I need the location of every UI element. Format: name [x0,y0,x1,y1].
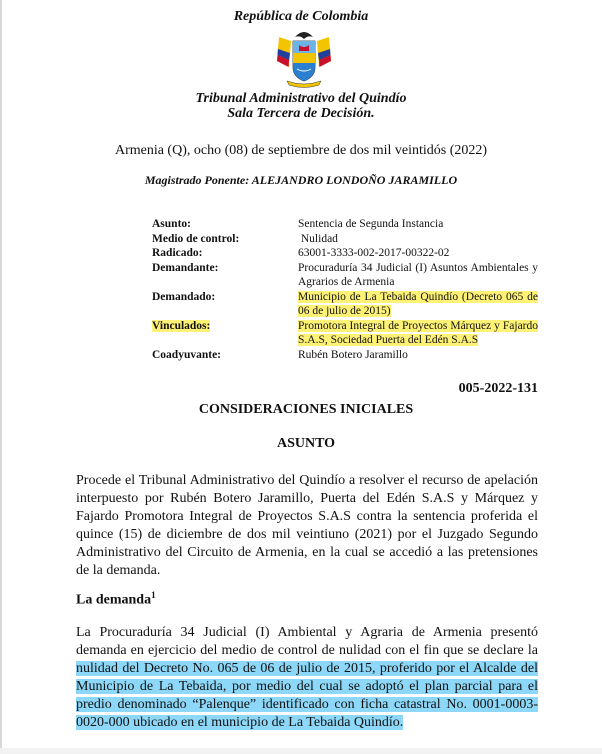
field-label: Demandante: [152,261,219,274]
subheading-la-demanda [76,590,156,609]
tribunal-name: Tribunal Administrativo del Quindío [195,91,407,106]
field-row-vinculados [152,319,538,348]
field-value: Procuraduría 34 Judicial (I) Asuntos Ambientales y Agrarios de Armenia [298,261,538,288]
paragraph-procede: Procede el Tribunal Administrativo del Quindío a resolver el recurso de apelación interpuesto por Rubén Botero Jaramillo, Puerta del Edén S.A.S y Márquez y Fajardo Promotora Integral de Proyectos S.A.S contra la sentencia proferida el quince (15) de diciembre de dos mil veintiuno (2021) por el Juzgado Segundo Administrativo del Circuito de Armenia, en la cual se accedió a las pretensiones de la demanda. [76,473,538,578]
sala-name: Sala Tercera de Decisión. [227,106,375,121]
paragraph-highlighted-text: nulidad del Decreto No. 065 de 06 de julio de 2015, proferido por el Alcalde del Municipio de La Tebaida, por medio del cual se adoptó el plan parcial para el predio denominado “Palenque” identificado con ficha catastral No. 0001-0003-0020-000 ubicado en el municipio de La Tebaida Quindío. [76,661,538,730]
field-label: Demandado: [152,290,216,303]
field-value-wrap [298,319,538,348]
field-label: Asunto: [152,218,191,230]
coat-of-arms-icon [273,27,335,89]
heading-considerations: CONSIDERACIONES INICIALES [198,402,414,417]
field-label-wrap [152,319,298,348]
republic-title: República de Colombia [233,9,369,24]
field-value: 63001-3333-002-2017-00322-02 [298,247,450,259]
field-value-highlighted: Municipio de La Tebaida Quindío (Decreto 065 de 06 de julio de 2015) [298,290,538,317]
field-row-medio-de-control [152,232,538,247]
paragraph-text: La Procuraduría 34 Judicial (I) Ambiental y Agraria de Armenia presentó demanda en ejercicio del medio de control de nulidad con el fin que se declare la [76,625,538,658]
reference-number: 005-2022-131 [458,381,538,396]
field-value: Sentencia de Segunda Instancia [298,218,444,230]
field-value: Rubén Botero Jaramillo [298,348,408,361]
subheading-text: La demanda [76,592,152,608]
field-row-coadyuvante [152,348,538,363]
field-value-highlighted: Promotora Integral de Proyectos Márquez y Fajardo S.A.S, Sociedad Puerta del Edén S.A.S [298,319,538,346]
field-label: Coadyuvante: [152,348,222,361]
field-row-demandante [152,261,538,290]
field-value-wrap [298,290,538,319]
city-date: Armenia (Q), ocho (08) de septiembre de dos mil veintidós (2022) [114,143,488,158]
field-row-asunto [152,217,538,232]
heading-asunto: ASUNTO [276,436,336,451]
footnote-marker[interactable]: 1 [151,590,156,600]
field-row-demandado [152,290,538,319]
page-bottom-edge [0,748,602,754]
magistrado-ponente: Magistrado Ponente: ALEJANDRO LONDOÑO JARAMILLO [144,173,458,187]
field-value: Nulidad [298,232,338,245]
tribunal-heading [0,91,602,121]
case-details-table [152,217,538,362]
field-row-radicado [152,246,538,261]
field-label: Radicado: [152,247,203,259]
field-label: Medio de control: [152,232,240,245]
paragraph-demanda [76,624,538,732]
field-label-highlighted: Vinculados: [152,319,211,332]
